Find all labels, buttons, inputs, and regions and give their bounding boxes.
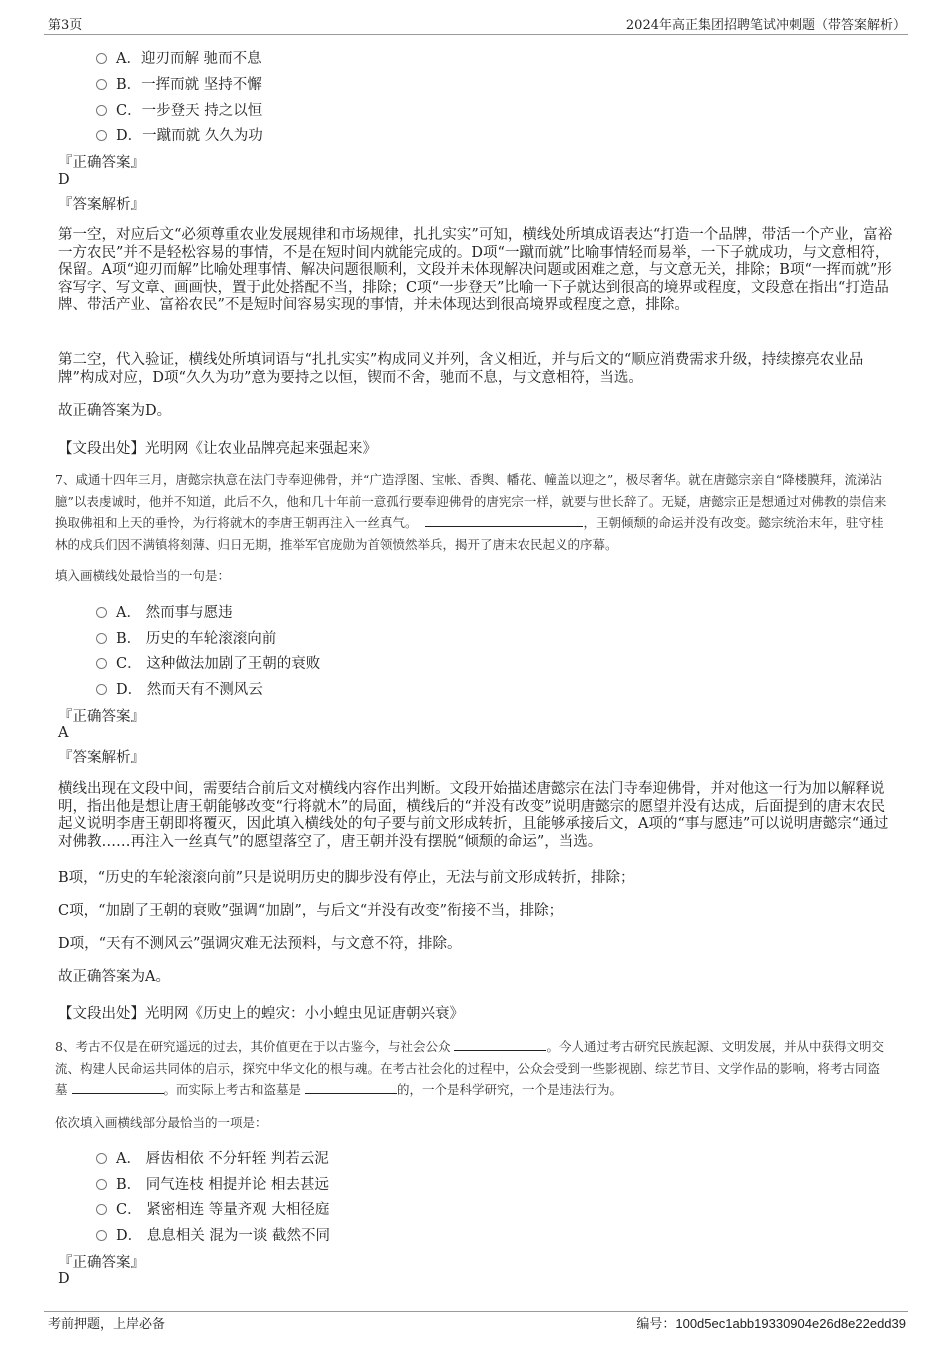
q8-answer: D: [58, 1271, 70, 1287]
page-header: [48, 14, 906, 34]
q8-option-b[interactable]: B． 同气连枝 相提并论 相去甚远: [96, 1173, 329, 1194]
q7-stem: 7、咸通十四年三月，唐懿宗执意在法门寺奉迎佛骨，并“广造浮图、宝帐、香舆、幡花、幢盖以迎之”，极尽奢华。就在唐懿宗亲自“降楼膜拜，流涕沾臆”以表虔诚时，他并不知道，此后不久，他和几十年前一意孤行要奉迎佛骨的唐宪宗一样，就要与世长辞了。无疑，唐懿宗正是想通过对佛教的崇信来换取佛祖和上天的垂怜，为行将就木的李唐王朝再注入一丝真气。 ，王朝倾颓的命运并没有改变。懿宗统治末年，驻守桂林的戍兵们因不满镇将刻薄、归日无期，推举军官庞勋为首领愤然举兵，揭开了唐末农民起义的序幕。: [55, 472, 887, 552]
q8-answer-label: 『正确答案』: [58, 1255, 145, 1271]
q6-option-c[interactable]: C．一步登天 持之以恒: [96, 99, 262, 120]
radio-icon[interactable]: [96, 684, 107, 695]
q6-analysis-label: 『答案解析』: [58, 197, 145, 213]
q6-source: 【文段出处】光明网《让农业品牌亮起来强起来》: [58, 441, 377, 457]
q7-option-c[interactable]: C． 这种做法加剧了王朝的衰败: [96, 652, 320, 673]
radio-icon[interactable]: [96, 1153, 107, 1164]
radio-icon[interactable]: [96, 1179, 107, 1190]
q7-prompt: 填入画横线处最恰当的一句是：: [55, 568, 231, 583]
q6-answer: D: [58, 172, 70, 188]
footer-code: 编号：100d5ec1abb19330904e26d8e22edd39: [636, 1316, 906, 1332]
radio-icon[interactable]: [96, 633, 107, 644]
radio-icon[interactable]: [96, 53, 107, 64]
q7-analysis-p4: D项，“天有不测风云”强调灾难无法预料，与文意不符，排除。: [58, 936, 462, 952]
q6-option-a[interactable]: A．迎刃而解 驰而不息: [96, 47, 262, 68]
radio-icon[interactable]: [96, 105, 107, 116]
q6-option-d[interactable]: D．一蹴而就 久久为功: [96, 124, 263, 145]
page-number: 第3页: [48, 18, 83, 33]
q8-prompt: 依次填入画横线部分最恰当的一项是：: [55, 1115, 268, 1130]
q8-blank-2: [72, 1079, 164, 1094]
q7-answer-label: 『正确答案』: [58, 709, 145, 725]
q7-analysis-p1: 横线出现在文段中间，需要结合前后文对横线内容作出判断。文段开始描述唐懿宗在法门寺奉迎佛骨，并对他这一行为加以解释说明，指出他是想让唐王朝能够改变“行将就木”的局面，横线后的“并没有改变”说明唐懿宗的愿望并没有达成，后面提到的唐末农民起义说明李唐王朝即将覆灭，因此填入横线处的句子要与前文形成转折，且能够承接后文，A项的“事与愿违”可以说明唐懿宗“通过对佛教……再注入一丝真气”的愿望落空了，唐王朝并没有摆脱“倾颓的命运”，当选。: [58, 781, 889, 850]
radio-icon[interactable]: [96, 607, 107, 618]
q7-analysis-label: 『答案解析』: [58, 750, 145, 766]
q8-option-a[interactable]: A． 唇齿相依 不分轩轾 判若云泥: [96, 1147, 329, 1168]
document-title: 2024年高正集团招聘笔试冲刺题（带答案解析）: [625, 18, 906, 33]
q8-blank-1: [454, 1036, 546, 1051]
q8-option-d[interactable]: D． 息息相关 混为一谈 截然不同: [96, 1224, 330, 1245]
q6-answer-label: 『正确答案』: [58, 155, 145, 171]
q7-option-b[interactable]: B． 历史的车轮滚滚向前: [96, 627, 276, 648]
footer-slogan: 考前押题，上岸必备: [48, 1317, 166, 1332]
q7-analysis-conclusion: 故正确答案为A。: [58, 969, 170, 985]
q7-analysis-p3: C项，“加剧了王朝的衰败”强调“加剧”，与后文“并没有改变”衔接不当，排除；: [58, 903, 564, 919]
radio-icon[interactable]: [96, 1204, 107, 1215]
footer-divider: [44, 1311, 908, 1312]
header-divider: [44, 34, 908, 35]
q7-analysis-p2: B项，“历史的车轮滚滚向前”只是说明历史的脚步没有停止，无法与前文形成转折，排除；: [58, 870, 635, 886]
q6-analysis-p1: 第一空，对应后文“必须尊重农业发展规律和市场规律，扎扎实实”可知，横线处所填成语表达“打造一个品牌，带活一个产业，富裕一方农民”并不是轻松容易的事情，不是在短时间内就能完成的。D项“一蹴而就”比喻事情轻而易举，一下子就成功，与文意相符，保留。A项“迎刃而解”比喻处理事情、解决问题很顺利，文段并未体现解决问题或困难之意，与文意无关，排除；B项“一挥而就”形容写字、写文章、画画快，置于此处搭配不当，排除；C项“一步登天”比喻一下子就达到很高的境界或程度，文段意在指出“打造品牌、带活产业、富裕农民”不是短时间容易实现的事情，并未体现达到很高境界或程度之意，排除。: [58, 227, 893, 313]
radio-icon[interactable]: [96, 1230, 107, 1241]
q8-blank-3: [305, 1079, 397, 1094]
q7-source: 【文段出处】光明网《历史上的蝗灾：小小蝗虫见证唐朝兴衰》: [58, 1006, 464, 1022]
q6-analysis-conclusion: 故正确答案为D。: [58, 403, 172, 419]
q7-option-a[interactable]: A． 然而事与愿违: [96, 601, 233, 622]
q6-analysis-p2: 第二空，代入验证，横线处所填词语与“扎扎实实”构成同义并列，含义相近，并与后文的“顺应消费需求升级，持续擦亮农业品牌”构成对应，D项“久久为功”意为要持之以恒，锲而不舍，驰而不息，与文意相符，当选。: [58, 352, 864, 386]
q8-option-c[interactable]: C． 紧密相连 等量齐观 大相径庭: [96, 1198, 329, 1219]
radio-icon[interactable]: [96, 130, 107, 141]
q6-option-b[interactable]: B．一挥而就 坚持不懈: [96, 73, 262, 94]
q7-answer: A: [58, 725, 69, 741]
page-footer: [48, 1313, 906, 1333]
q8-stem: 8、考古不仅是在研究遥远的过去，其价值更在于以古鉴今，与社会公众 。今人通过考古研究民族起源、文明发展，并从中获得文明交流、构建人民命运共同体的启示，探究中华文化的根与魂。在考古社会化的过程中，公众会受到一些影视剧、综艺节目、文学作品的影响，将考古同盗墓 。而实际上考古和盗墓是 的，一个是科学研究，一个是违法行为。: [55, 1036, 895, 1101]
radio-icon[interactable]: [96, 79, 107, 90]
radio-icon[interactable]: [96, 658, 107, 669]
q7-option-d[interactable]: D． 然而天有不测风云: [96, 678, 263, 699]
q7-blank: [425, 512, 583, 527]
